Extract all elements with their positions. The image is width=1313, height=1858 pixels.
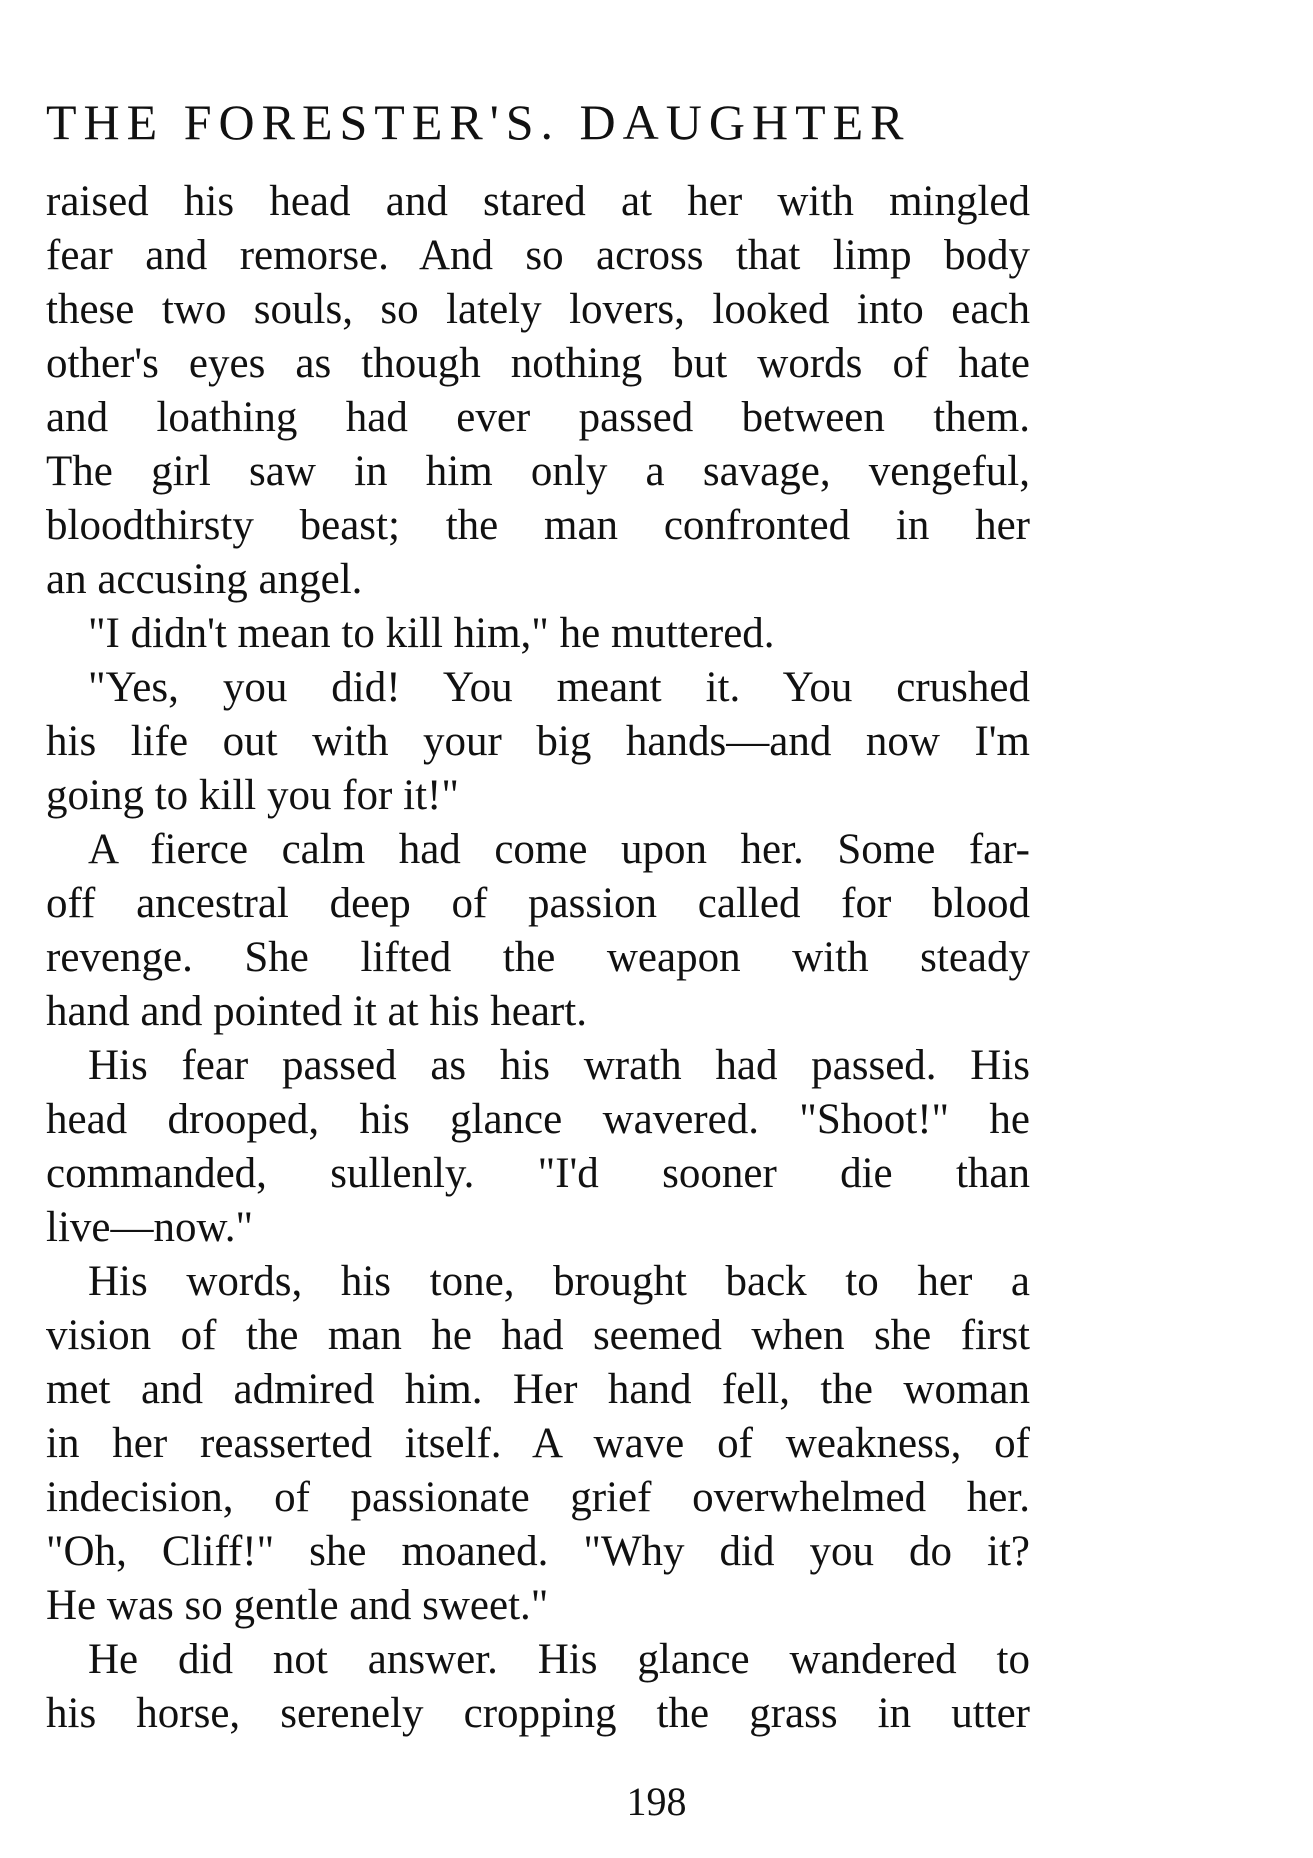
text-line: "I didn't mean to kill him," he muttered. xyxy=(88,610,775,657)
text-line: met and admired him. Her hand fell, the woman xyxy=(46,1366,1030,1413)
running-head: THE FORESTER'S. DAUGHTER xyxy=(46,94,911,150)
text-line: vision of the man he had seemed when she first xyxy=(46,1312,1030,1359)
text-line: other's eyes as though nothing but words of hate xyxy=(46,340,1030,387)
body-text xyxy=(46,175,1030,1741)
text-line: and loathing had ever passed between them. xyxy=(46,394,1030,441)
text-line: He did not answer. His glance wandered to xyxy=(88,1636,1030,1683)
text-line: fear and remorse. And so across that limp body xyxy=(46,232,1030,279)
text-line: raised his head and stared at her with mingled xyxy=(46,178,1030,225)
text-line: an accusing angel. xyxy=(46,556,363,603)
text-line: his horse, serenely cropping the grass in utter xyxy=(46,1690,1030,1737)
text-line: commanded, sullenly. "I'd sooner die than xyxy=(46,1150,1030,1197)
text-line: hand and pointed it at his heart. xyxy=(46,988,587,1035)
text-line: off ancestral deep of passion called for blood xyxy=(46,880,1030,927)
text-line: revenge. She lifted the weapon with steady xyxy=(46,934,1030,981)
text-line: "Yes, you did! You meant it. You crushed xyxy=(88,664,1030,711)
text-line: live—now." xyxy=(46,1204,254,1251)
text-line: The girl saw in him only a savage, vengeful, xyxy=(46,448,1030,495)
text-line: head drooped, his glance wavered. "Shoot!" he xyxy=(46,1096,1030,1143)
text-line: indecision, of passionate grief overwhelmed her. xyxy=(46,1474,1030,1521)
text-line: His fear passed as his wrath had passed. His xyxy=(88,1042,1030,1089)
text-line: bloodthirsty beast; the man confronted in her xyxy=(46,502,1030,549)
text-line: His words, his tone, brought back to her a xyxy=(88,1258,1030,1305)
text-line: A fierce calm had come upon her. Some far- xyxy=(88,826,1030,873)
text-line: in her reasserted itself. A wave of weakness, of xyxy=(46,1420,1030,1467)
text-line: going to kill you for it!" xyxy=(46,772,459,819)
text-line: his life out with your big hands—and now I'm xyxy=(46,718,1030,765)
text-line: He was so gentle and sweet." xyxy=(46,1582,549,1629)
text-line: these two souls, so lately lovers, looked into each xyxy=(46,286,1030,333)
page-number: 198 xyxy=(626,1779,687,1824)
text-line: "Oh, Cliff!" she moaned. "Why did you do it? xyxy=(46,1528,1030,1575)
